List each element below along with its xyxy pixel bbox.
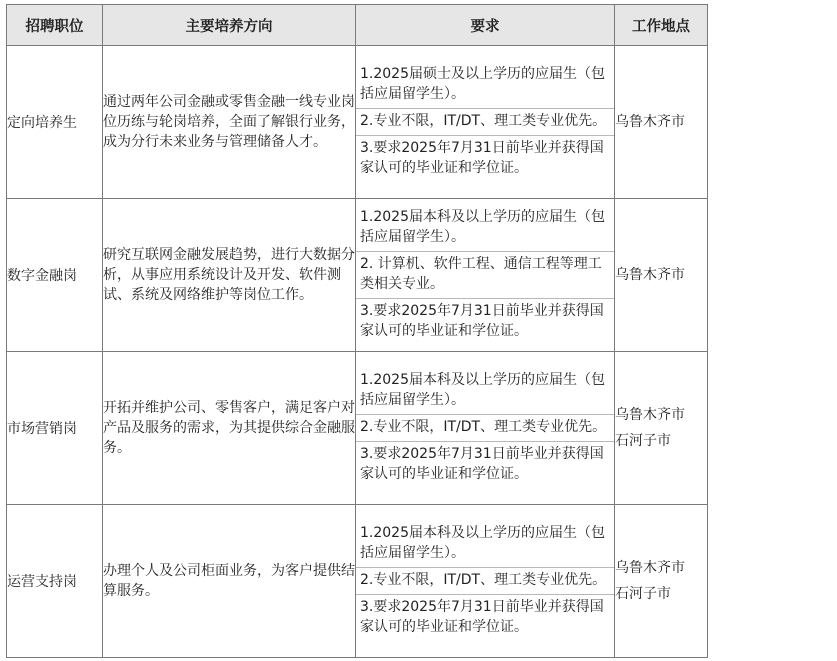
location-item: 石河子市 bbox=[615, 433, 671, 449]
requirement-item: 2. 计算机、软件工程、通信工程等理工类相关专业。 bbox=[356, 252, 614, 299]
position-cell: 定向培养生 bbox=[7, 46, 103, 199]
requirement-item: 1.2025届硕士及以上学历的应届生（包括应届留学生）。 bbox=[356, 62, 614, 109]
location-item: 乌鲁木齐市 bbox=[615, 407, 685, 423]
location-item: 乌鲁木齐市 bbox=[615, 114, 685, 130]
requirement-item: 2.专业不限，IT/DT、理工类专业优先。 bbox=[356, 109, 614, 136]
recruitment-table bbox=[6, 4, 708, 658]
requirement-item: 2.专业不限，IT/DT、理工类专业优先。 bbox=[356, 415, 614, 442]
position-cell: 运营支持岗 bbox=[7, 505, 103, 658]
direction-cell: 开拓并维护公司、零售客户，满足客户对产品及服务的需求，为其提供综合金融服务。 bbox=[103, 352, 356, 505]
direction-cell: 办理个人及公司柜面业务，为客户提供结算服务。 bbox=[103, 505, 356, 658]
location-cell bbox=[615, 352, 708, 505]
table-header-row bbox=[7, 5, 708, 46]
position-cell: 数字金融岗 bbox=[7, 199, 103, 352]
requirements-cell bbox=[356, 199, 615, 352]
requirement-item: 1.2025届本科及以上学历的应届生（包括应届留学生）。 bbox=[356, 205, 614, 252]
header-location: 工作地点 bbox=[615, 5, 708, 46]
table-row bbox=[7, 199, 708, 352]
location-cell bbox=[615, 46, 708, 199]
requirement-item: 1.2025届本科及以上学历的应届生（包括应届留学生）。 bbox=[356, 368, 614, 415]
requirement-item: 3.要求2025年7月31日前毕业并获得国家认可的毕业证和学位证。 bbox=[360, 446, 604, 482]
table-row bbox=[7, 505, 708, 658]
location-cell bbox=[615, 505, 708, 658]
requirement-item: 2.专业不限，IT/DT、理工类专业优先。 bbox=[356, 568, 614, 595]
location-cell bbox=[615, 199, 708, 352]
location-item: 乌鲁木齐市 bbox=[615, 560, 685, 576]
requirement-item: 3.要求2025年7月31日前毕业并获得国家认可的毕业证和学位证。 bbox=[360, 303, 604, 339]
requirement-item: 1.2025届本科及以上学历的应届生（包括应届留学生）。 bbox=[356, 521, 614, 568]
header-position: 招聘职位 bbox=[7, 5, 103, 46]
position-cell: 市场营销岗 bbox=[7, 352, 103, 505]
direction-cell: 研究互联网金融发展趋势，进行大数据分析，从事应用系统设计及开发、软件测试、系统及网络维护等岗位工作。 bbox=[103, 199, 356, 352]
requirement-item: 3.要求2025年7月31日前毕业并获得国家认可的毕业证和学位证。 bbox=[360, 140, 604, 176]
requirements-cell bbox=[356, 46, 615, 199]
location-item: 乌鲁木齐市 bbox=[615, 267, 685, 283]
table-row bbox=[7, 352, 708, 505]
direction-cell: 通过两年公司金融或零售金融一线专业岗位历练与轮岗培养，全面了解银行业务，成为分行未来业务与管理储备人才。 bbox=[103, 46, 356, 199]
header-direction: 主要培养方向 bbox=[103, 5, 356, 46]
requirement-item: 3.要求2025年7月31日前毕业并获得国家认可的毕业证和学位证。 bbox=[360, 599, 604, 635]
table-row bbox=[7, 46, 708, 199]
header-requirements: 要求 bbox=[356, 5, 615, 46]
requirements-cell bbox=[356, 505, 615, 658]
location-item: 石河子市 bbox=[615, 586, 671, 602]
requirements-cell bbox=[356, 352, 615, 505]
